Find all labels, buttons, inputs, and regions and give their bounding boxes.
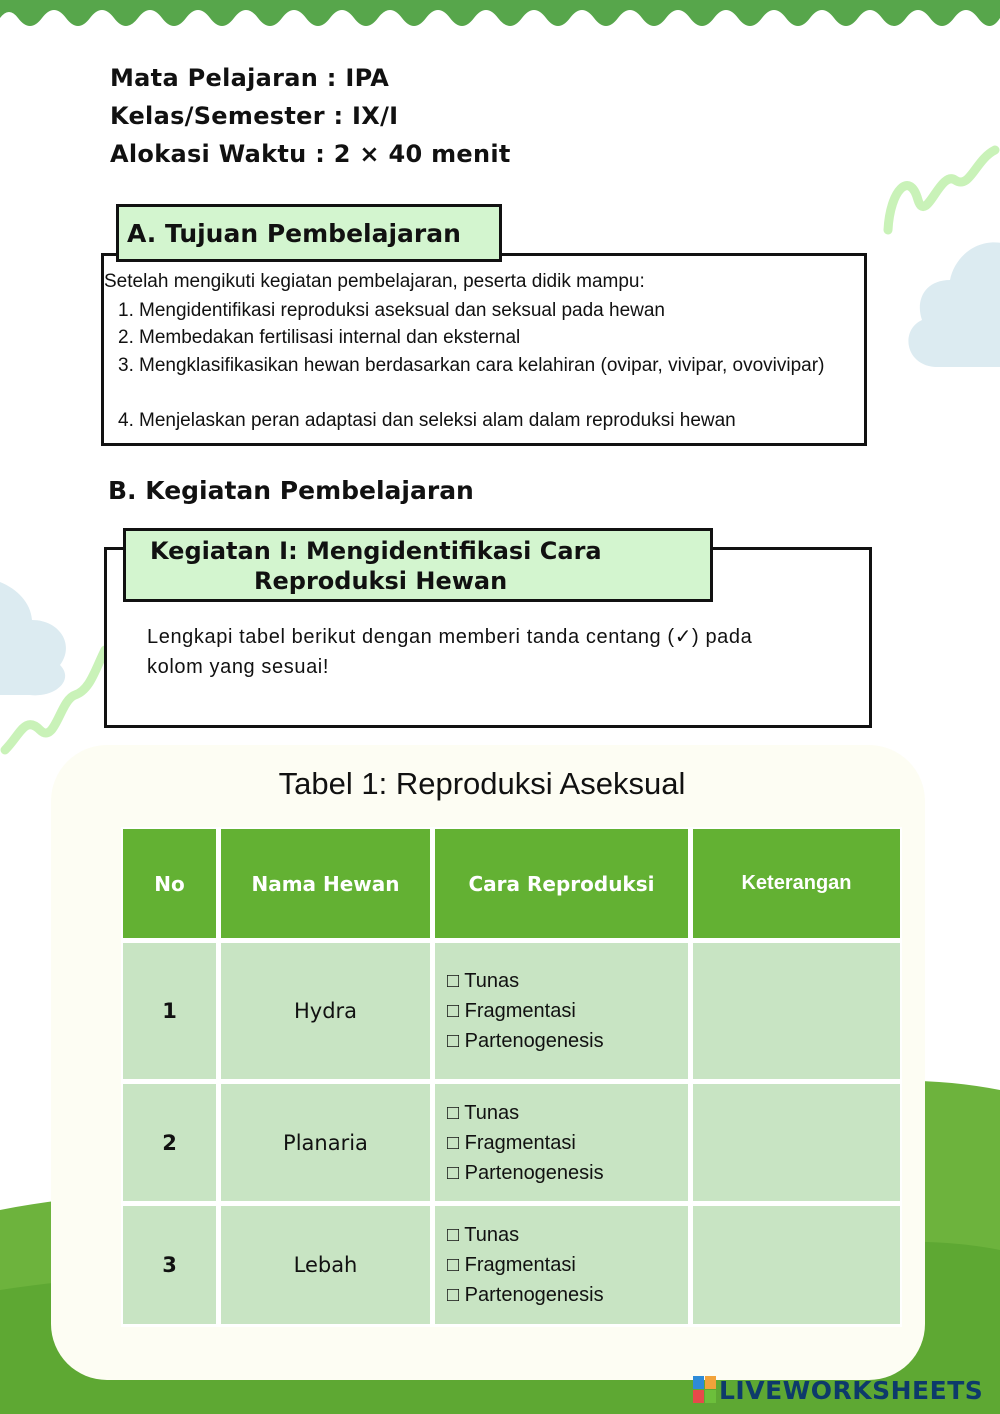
option-partenogenesis[interactable]: □ Partenogenesis — [447, 1030, 604, 1052]
info-kelas-semester: Kelas/Semester : IX/I — [110, 102, 399, 130]
objective-text: Membedakan fertilisasi internal dan eksternal — [139, 327, 521, 348]
activity-instruction: Lengkapi tabel berikut dengan memberi tanda centang (✓) pada kolom yang sesuai! — [147, 626, 753, 678]
objective-number: 2. — [118, 327, 134, 348]
cell-options — [435, 943, 688, 1079]
option-fragmentasi[interactable]: □ Fragmentasi — [447, 1254, 576, 1276]
option-fragmentasi[interactable]: □ Fragmentasi — [447, 1000, 576, 1022]
objective-text: Mengidentifikasi reproduksi aseksual dan seksual pada hewan — [139, 300, 665, 321]
objective-item — [118, 407, 863, 434]
cell-keterangan[interactable] — [693, 1206, 900, 1324]
objective-item — [118, 297, 863, 324]
activity-title-box — [123, 528, 713, 602]
table-title: Tabel 1: Reproduksi Aseksual — [278, 766, 686, 801]
cell-options — [435, 1206, 688, 1324]
liveworksheets-logo — [693, 1373, 983, 1407]
info-mata-pelajaran: Mata Pelajaran : IPA — [110, 64, 390, 92]
cell-animal: Lebah — [221, 1206, 430, 1324]
info-alokasi-waktu: Alokasi Waktu : 2 × 40 menit — [110, 140, 511, 168]
cell-no: 3 — [123, 1206, 216, 1324]
cell-no: 2 — [123, 1084, 216, 1201]
objectives-intro: Setelah mengikuti kegiatan pembelajaran, peserta didik mampu: — [104, 271, 645, 292]
objective-text: Mengklasifikasikan hewan berdasarkan cara kelahiran (ovipar, vivipar, ovovivipar) — [139, 355, 825, 376]
activity-title-line2: Reproduksi Hewan — [254, 567, 508, 595]
cell-animal: Planaria — [221, 1084, 430, 1201]
activity-title-line1: Kegiatan I: Mengidentifikasi Cara — [150, 537, 602, 565]
squiggle-decoration-left — [0, 640, 110, 760]
cell-no: 1 — [123, 943, 216, 1079]
liveworksheets-badge-icon — [693, 1376, 717, 1404]
objective-number: 3. — [118, 355, 134, 376]
squiggle-decoration — [880, 130, 1000, 240]
header-no: No — [123, 829, 216, 938]
header-nama-hewan: Nama Hewan — [221, 829, 430, 938]
option-partenogenesis[interactable]: □ Partenogenesis — [447, 1284, 604, 1306]
cell-options — [435, 1084, 688, 1201]
cell-animal: Hydra — [221, 943, 430, 1079]
objective-item — [118, 324, 863, 351]
header-cara-reproduksi: Cara Reproduksi — [435, 829, 688, 938]
option-tunas[interactable]: □ Tunas — [447, 1101, 520, 1124]
objective-number: 1. — [118, 300, 134, 321]
cell-keterangan[interactable] — [693, 943, 900, 1079]
header-keterangan: Keterangan — [693, 829, 900, 938]
reproduction-table — [121, 827, 902, 1327]
objective-number: 4. — [118, 410, 134, 431]
liveworksheets-text: LIVEWORKSHEETS — [719, 1375, 984, 1405]
option-fragmentasi[interactable]: □ Fragmentasi — [447, 1131, 576, 1154]
option-tunas[interactable]: □ Tunas — [447, 1224, 520, 1246]
option-tunas[interactable]: □ Tunas — [447, 970, 520, 992]
section-b-title: B. Kegiatan Pembelajaran — [108, 476, 474, 505]
section-a-title: A. Tujuan Pembelajaran — [116, 204, 502, 262]
cell-keterangan[interactable] — [693, 1084, 900, 1201]
option-partenogenesis[interactable]: □ Partenogenesis — [447, 1161, 604, 1184]
objective-item — [118, 352, 863, 379]
top-wave-border — [0, 0, 1000, 40]
objective-text: Menjelaskan peran adaptasi dan seleksi alam dalam reproduksi hewan — [139, 410, 736, 431]
cloud-decoration — [900, 235, 1000, 375]
